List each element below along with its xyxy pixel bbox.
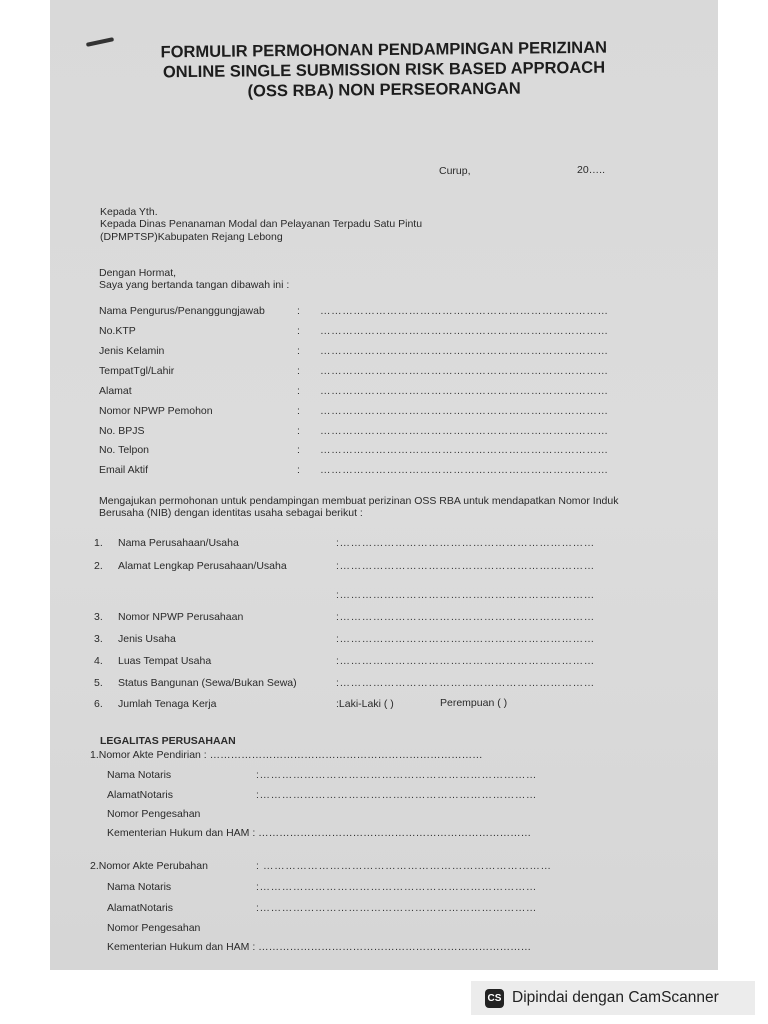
company-field-label: Alamat Lengkap Perusahaan/Usaha bbox=[118, 560, 287, 572]
applicant-field-colon: : bbox=[297, 385, 300, 397]
recipient-line1: Kepada Yth. bbox=[100, 206, 158, 218]
deed-field-label: Nomor Pengesahan bbox=[107, 922, 201, 934]
intro-line2: Berusaha (NIB) dengan identitas usaha sebagai berikut : bbox=[99, 507, 363, 519]
company-field-value: :…………………………………………………………… bbox=[336, 589, 595, 601]
applicant-field-value: …………………………………………………………………… bbox=[320, 444, 609, 456]
company-field-number: 1. bbox=[94, 537, 103, 549]
applicant-field-label: No. Telpon bbox=[99, 444, 150, 456]
deed-field-label: AlamatNotaris bbox=[107, 902, 173, 914]
company-field-label: Nama Perusahaan/Usaha bbox=[118, 537, 239, 549]
greeting-line2: Saya yang bertanda tangan dibawah ini : bbox=[99, 279, 290, 291]
company-field-value: :…………………………………………………………… bbox=[336, 655, 595, 667]
company-field-label: Nomor NPWP Perusahaan bbox=[118, 611, 244, 623]
applicant-field-colon: : bbox=[297, 345, 300, 357]
company-field-number: 2. bbox=[94, 560, 103, 572]
company-field-label: Luas Tempat Usaha bbox=[118, 655, 212, 667]
applicant-field-value: …………………………………………………………………… bbox=[320, 425, 609, 437]
company-field-label: Jenis Usaha bbox=[118, 633, 176, 645]
company-field-number: 5. bbox=[94, 677, 103, 689]
scanned-document bbox=[50, 0, 718, 970]
deed1-number: 1.Nomor Akte Pendirian : …………………………………………………………………… bbox=[90, 749, 483, 761]
deed-field-label: Kementerian Hukum dan HAM : …………………………………………………………………… bbox=[107, 941, 532, 953]
applicant-field-label: No.KTP bbox=[99, 325, 136, 337]
company-field-number: 3. bbox=[94, 611, 103, 623]
company-field-label: Status Bangunan (Sewa/Bukan Sewa) bbox=[118, 677, 297, 689]
recipient-line2: Kepada Dinas Penanaman Modal dan Pelayanan Terpadu Satu Pintu bbox=[100, 218, 423, 230]
applicant-field-label: Alamat bbox=[99, 385, 132, 397]
applicant-field-value: …………………………………………………………………… bbox=[320, 305, 609, 317]
place: Curup, bbox=[439, 165, 471, 177]
applicant-field-colon: : bbox=[297, 425, 300, 437]
applicant-field-label: TempatTgl/Lahir bbox=[99, 365, 175, 377]
deed-field-value: :………………………………………………………………… bbox=[256, 789, 538, 801]
deed-field-label: Nomor Pengesahan bbox=[107, 808, 201, 820]
company-field-value: :…………………………………………………………… bbox=[336, 537, 595, 549]
deed-field-label: Kementerian Hukum dan HAM : …………………………………………………………………… bbox=[107, 827, 532, 839]
recipient-line3: (DPMPTSP)Kabupaten Rejang Lebong bbox=[100, 231, 283, 243]
deed-field-value: :………………………………………………………………… bbox=[256, 881, 538, 893]
applicant-field-value: …………………………………………………………………… bbox=[320, 325, 609, 337]
company-field-value: :…………………………………………………………… bbox=[336, 560, 595, 572]
deed-field-label: Nama Notaris bbox=[107, 881, 172, 893]
year: 20….. bbox=[577, 164, 606, 176]
deed2-number: 2.Nomor Akte Perubahan bbox=[90, 860, 208, 872]
applicant-field-value: …………………………………………………………………… bbox=[320, 385, 609, 397]
applicant-field-colon: : bbox=[297, 365, 300, 377]
applicant-field-label: Email Aktif bbox=[99, 464, 149, 476]
applicant-field-label: No. BPJS bbox=[99, 425, 145, 437]
applicant-field-colon: : bbox=[297, 405, 300, 417]
applicant-field-colon: : bbox=[297, 464, 300, 476]
company-field-value: :…………………………………………………………… bbox=[336, 611, 595, 623]
workforce-male: :Laki-Laki ( ) bbox=[336, 698, 394, 710]
company-field-value: :…………………………………………………………… bbox=[336, 633, 595, 645]
company-field-number: 3. bbox=[94, 633, 103, 645]
deed-field-label: Nama Notaris bbox=[107, 769, 172, 781]
deed-field-value: :………………………………………………………………… bbox=[256, 769, 538, 781]
applicant-field-label: Jenis Kelamin bbox=[99, 345, 165, 357]
applicant-field-value: …………………………………………………………………… bbox=[320, 365, 609, 377]
company-field-value: :…………………………………………………………… bbox=[336, 677, 595, 689]
applicant-field-label: Nama Pengurus/Penanggungjawab bbox=[99, 305, 265, 317]
camscanner-text: Dipindai dengan CamScanner bbox=[512, 989, 719, 1006]
applicant-field-value: …………………………………………………………………… bbox=[320, 405, 609, 417]
camscanner-watermark bbox=[471, 981, 755, 1015]
applicant-field-label: Nomor NPWP Pemohon bbox=[99, 405, 213, 417]
deed2-value: : …………………………………………………………………… bbox=[256, 860, 552, 872]
camscanner-logo-icon: CS bbox=[485, 989, 504, 1008]
applicant-field-colon: : bbox=[297, 305, 300, 317]
applicant-field-value: …………………………………………………………………… bbox=[320, 345, 609, 357]
applicant-field-colon: : bbox=[297, 444, 300, 456]
document-title: FORMULIR PERMOHONAN PENDAMPINGAN PERIZINAN ONLINE SINGLE SUBMISSION RISK BASED APPROACH (OSS RBA) NON PERSEORANGAN bbox=[160, 38, 608, 101]
workforce-label: Jumlah Tenaga Kerja bbox=[118, 698, 217, 710]
workforce-number: 6. bbox=[94, 698, 103, 710]
workforce-female: Perempuan ( ) bbox=[440, 697, 508, 709]
applicant-field-value: …………………………………………………………………… bbox=[320, 464, 609, 476]
intro-line1: Mengajukan permohonan untuk pendampingan membuat perizinan OSS RBA untuk mendapatkan Nomor Induk bbox=[99, 495, 619, 507]
greeting: Dengan Hormat, bbox=[99, 267, 177, 279]
applicant-field-colon: : bbox=[297, 325, 300, 337]
deed-field-value: :………………………………………………………………… bbox=[256, 902, 538, 914]
company-field-number: 4. bbox=[94, 655, 103, 667]
legal-heading: LEGALITAS PERUSAHAAN bbox=[100, 735, 236, 747]
deed-field-label: AlamatNotaris bbox=[107, 789, 173, 801]
